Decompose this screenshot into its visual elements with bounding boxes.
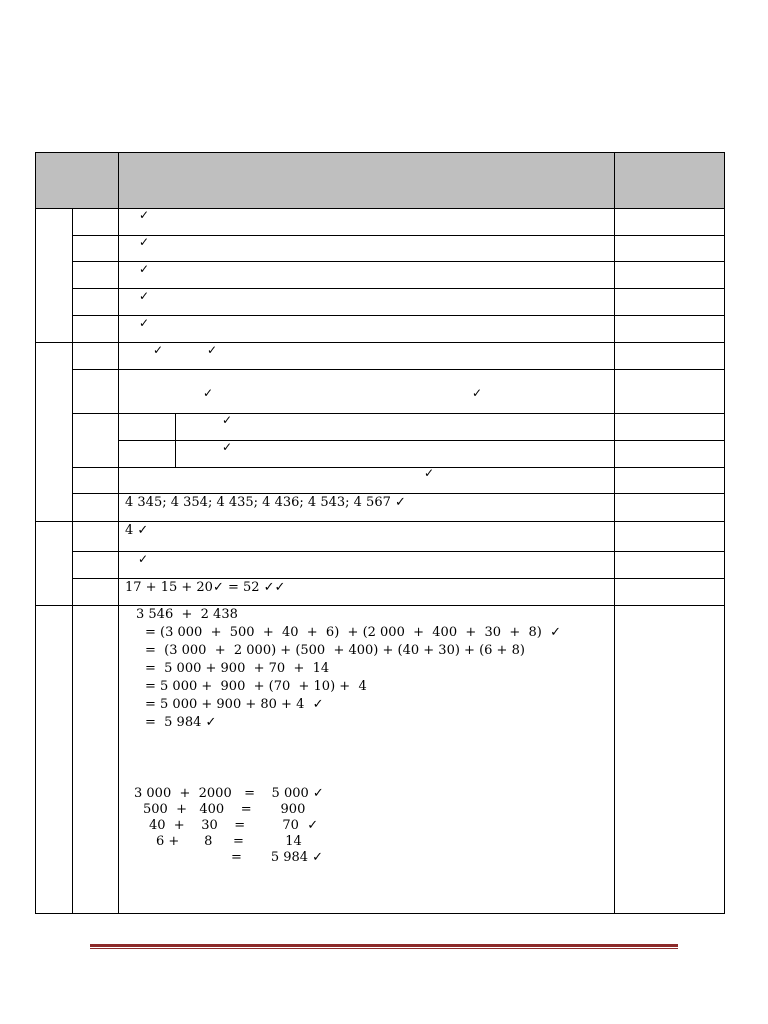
border-bottom	[35, 913, 725, 914]
row-line-section2	[35, 342, 725, 343]
footer-rule-thin	[90, 948, 678, 949]
answer-c: 17 + 15 + 20✓ = 52 ✓✓	[125, 580, 286, 595]
method1-line: = 5 000 + 900 + 80 + 4 ✓	[145, 697, 324, 712]
row-line	[72, 551, 725, 552]
column-line-question	[72, 208, 73, 914]
check-mark: ✓	[139, 235, 150, 249]
check-mark: ✓	[424, 466, 435, 480]
row-line-section4	[35, 605, 725, 606]
row-line	[72, 413, 725, 414]
check-mark: ✓	[153, 343, 164, 357]
row-line	[72, 261, 725, 262]
check-mark: ✓	[139, 316, 150, 330]
method2-line: 500 + 400 = 900	[143, 802, 306, 817]
method2-line: 6 + 8 = 14	[156, 834, 302, 849]
ordered-numbers-answer: 4 345; 4 354; 4 435; 4 436; 4 543; 4 567 ✓	[125, 495, 406, 510]
column-line-marks	[614, 152, 615, 914]
row-line	[118, 440, 725, 441]
method1-line: 3 546 + 2 438	[136, 607, 238, 622]
check-mark: ✓	[139, 262, 150, 276]
header-cell-left	[36, 153, 118, 208]
row-line	[72, 288, 725, 289]
method1-line: = 5 984 ✓	[145, 715, 217, 730]
method2-line: = 5 984 ✓	[231, 850, 324, 865]
row-line	[72, 369, 725, 370]
row-line	[72, 315, 725, 316]
check-mark: ✓	[222, 440, 233, 454]
row-line	[72, 235, 725, 236]
method1-line: = 5 000 + 900 + (70 + 10) + 4	[145, 679, 367, 694]
column-line-answer	[118, 152, 119, 914]
row-line	[72, 578, 725, 579]
border-left	[35, 152, 36, 914]
method1-line: = (3 000 + 2 000) + (500 + 400) + (40 + 30) + (6 + 8)	[145, 643, 525, 658]
row-line	[72, 493, 725, 494]
row-line-section3	[35, 521, 725, 522]
header-cell-middle	[118, 153, 614, 208]
method2-line: 40 + 30 = 70 ✓	[149, 818, 319, 833]
header-cell-right	[614, 153, 724, 208]
method1-line: = (3 000 + 500 + 40 + 6) + (2 000 + 400 + 30 + 8) ✓	[145, 625, 561, 640]
method2-line: 3 000 + 2000 = 5 000 ✓	[134, 786, 324, 801]
border-top	[35, 152, 725, 153]
check-mark: ✓	[139, 289, 150, 303]
check-mark: ✓	[139, 208, 150, 222]
answer-a: 4 ✓	[125, 523, 149, 538]
check-mark: ✓	[203, 386, 214, 400]
check-mark: ✓	[472, 386, 483, 400]
check-mark: ✓	[222, 413, 233, 427]
border-right	[724, 152, 725, 914]
check-mark: ✓	[138, 552, 149, 566]
method1-line: = 5 000 + 900 + 70 + 14	[145, 661, 330, 676]
footer-rule	[90, 944, 678, 947]
row-line	[72, 467, 725, 468]
check-mark: ✓	[207, 343, 218, 357]
